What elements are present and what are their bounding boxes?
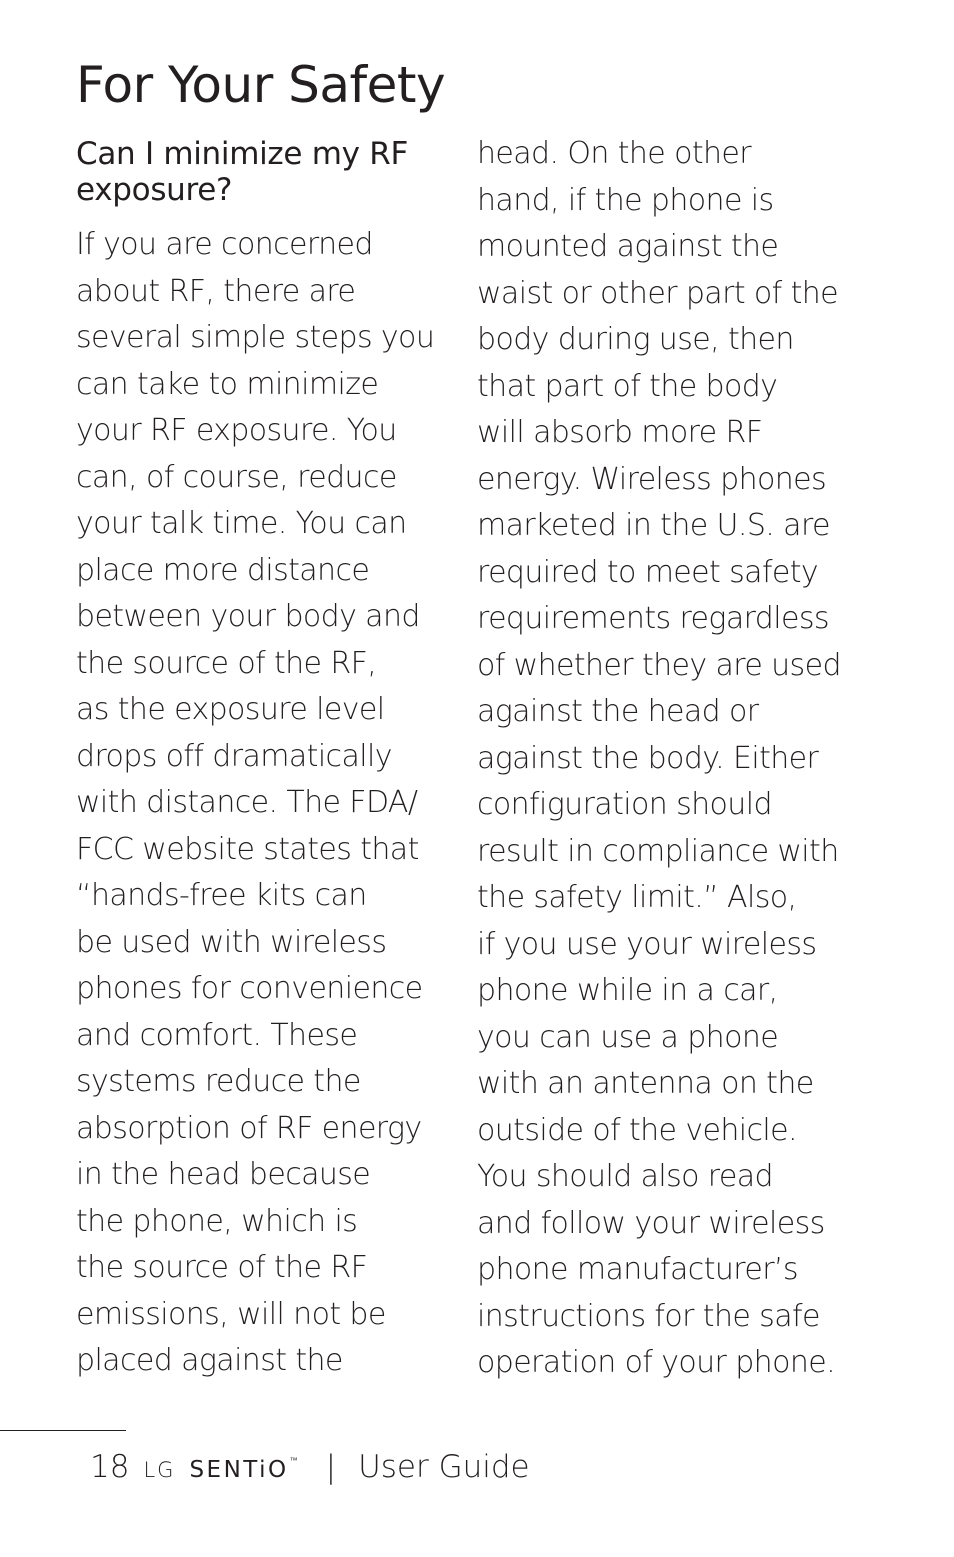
body-text-line: of whether they are used <box>477 647 841 683</box>
body-text-line: can, of course, reduce <box>76 459 397 495</box>
body-text-line: be used with wireless <box>76 924 387 960</box>
body-text-line: phone while in a car, <box>477 973 778 1008</box>
body-text-line: hand, if the phone is <box>477 182 774 218</box>
body-text-line: the source of the RF, <box>76 645 377 681</box>
body-text-line: operation of your phone. <box>477 1345 836 1380</box>
body-text-line: waist or other part of the <box>477 275 839 311</box>
body-text-line: against the head or <box>477 694 759 729</box>
page-footer <box>90 1444 530 1490</box>
body-text-line: and comfort. These <box>76 1017 358 1053</box>
body-text-line: with an antenna on the <box>477 1066 814 1101</box>
user-guide-label: User Guide <box>358 1449 530 1485</box>
section-heading-line: exposure? <box>76 172 233 208</box>
body-text-line: requirements regardless <box>477 601 829 636</box>
body-text-line: phones for convenience <box>76 971 423 1006</box>
body-text-line: against the body. Either <box>477 740 819 776</box>
body-text-line: that part of the body <box>477 368 778 404</box>
product-name: SENTiO <box>189 1457 289 1483</box>
body-text-line: emissions, will not be <box>76 1296 386 1332</box>
body-text-line: your talk time. You can <box>76 506 407 541</box>
body-text-line: can take to minimize <box>76 366 379 402</box>
trademark-mark: ™ <box>289 1456 298 1465</box>
body-text-line: several simple steps you <box>76 320 435 355</box>
body-text-line: absorption of RF energy <box>76 1110 422 1146</box>
body-text-line: result in compliance with <box>477 833 839 869</box>
body-text-line: body during use, then <box>477 322 794 357</box>
body-text-line: will absorb more RF <box>477 415 763 450</box>
body-text-line: required to meet safety <box>477 554 819 590</box>
body-text-line: energy. Wireless phones <box>477 461 827 497</box>
body-text-line: the phone, which is <box>76 1203 358 1239</box>
right-body-text <box>477 131 867 1387</box>
body-text-line: mounted against the <box>477 229 779 264</box>
body-text-line: instructions for the safe <box>477 1298 820 1334</box>
section-heading-line: Can I minimize my RF <box>76 136 408 172</box>
body-text-line: the safety limit.” Also, <box>477 880 797 915</box>
body-text-line: as the exposure level <box>76 692 385 727</box>
body-text-line: phone manufacturer’s <box>477 1252 798 1287</box>
body-text-line: configuration should <box>477 787 772 822</box>
body-text-line: with distance. The FDA/ <box>76 785 418 820</box>
body-text-line: between your body and <box>76 599 420 634</box>
body-text-line: systems reduce the <box>76 1064 361 1099</box>
body-text-line: and follow your wireless <box>477 1205 825 1241</box>
body-text-line: drops off dramatically <box>76 738 392 774</box>
body-text-line: If you are concerned <box>76 227 373 262</box>
left-column <box>76 131 448 1385</box>
body-text-line: your RF exposure. You <box>76 413 397 448</box>
body-text-line: about RF, there are <box>76 273 356 309</box>
page-number: 18 <box>90 1449 130 1485</box>
body-text-line: “hands-free kits can <box>76 878 367 913</box>
body-text-line: in the head because <box>76 1157 371 1192</box>
page-title: For Your Safety <box>76 56 446 114</box>
left-body-text <box>76 222 448 1385</box>
footer-rule <box>0 1430 126 1431</box>
body-text-line: FCC website states that <box>76 831 419 867</box>
brand-logo-lg: LG <box>143 1458 176 1482</box>
right-column <box>477 131 867 1387</box>
footer-separator: | <box>325 1449 337 1485</box>
body-text-line: head. On the other <box>477 136 752 171</box>
section-heading <box>76 131 448 208</box>
body-text-line: placed against the <box>76 1343 343 1378</box>
body-text-line: the source of the RF <box>76 1250 368 1285</box>
body-text-line: marketed in the U.S. are <box>477 508 830 543</box>
body-text-line: place more distance <box>76 552 370 588</box>
body-text-line: you can use a phone <box>477 1019 779 1055</box>
body-text-line: You should also read <box>477 1159 773 1194</box>
body-text-line: outside of the vehicle. <box>477 1112 797 1148</box>
body-text-line: if you use your wireless <box>477 926 817 962</box>
